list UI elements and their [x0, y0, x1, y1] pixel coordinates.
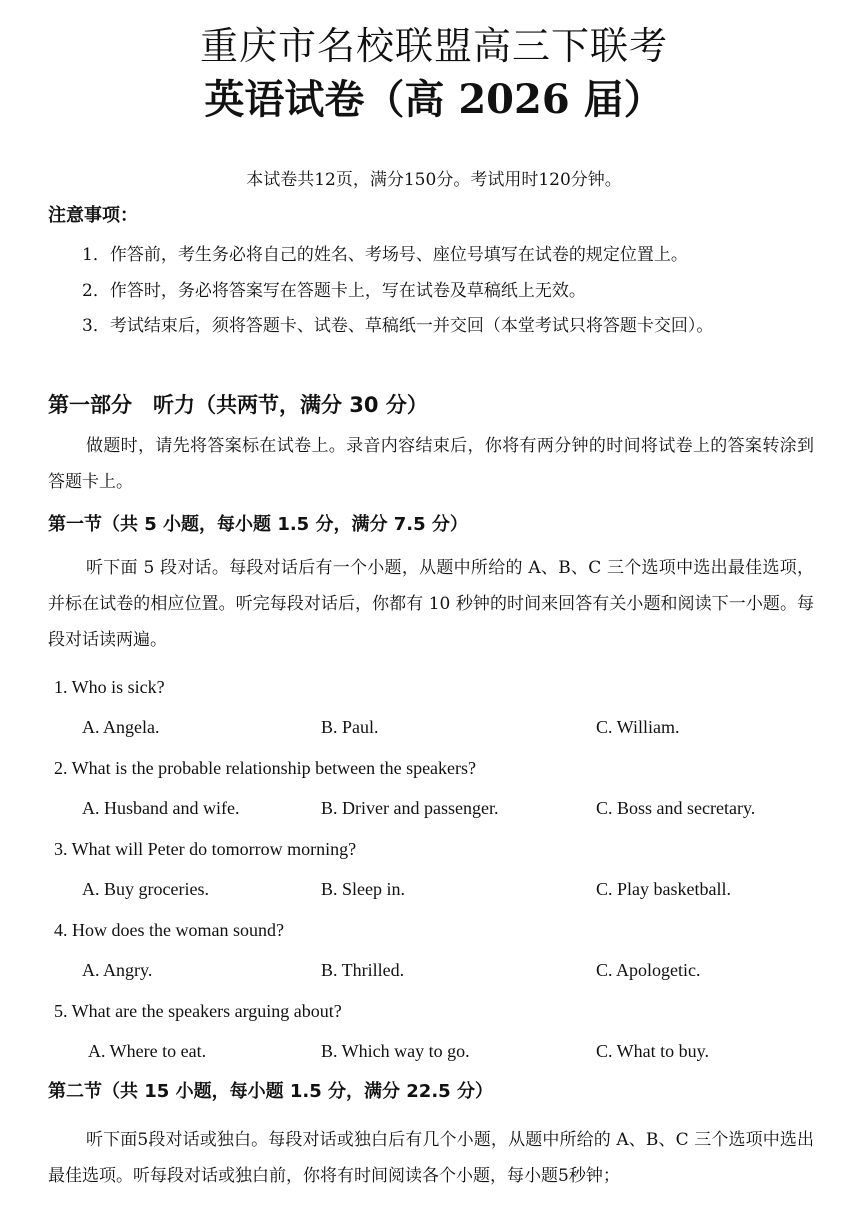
option-c: C. Apologetic. [596, 960, 701, 980]
part1-intro: 做题时，请先将答案标在试卷上。录音内容结束后，你将有两分钟的时间将试卷上的答案转涂到答题卡上。 [48, 436, 814, 492]
option-c: C. Play basketball. [596, 879, 731, 899]
section1-title: 第一节（共 5 小题，每小题 1.5 分，满分 7.5 分） [48, 514, 468, 535]
option-a: A. Angry. [82, 960, 153, 980]
option-b: B. Which way to go. [321, 1041, 470, 1061]
option-b: B. Paul. [321, 717, 379, 737]
question-4: 4. How does the woman sound? [54, 920, 284, 940]
option-b: B. Driver and passenger. [321, 798, 499, 818]
option-a: A. Where to eat. [88, 1041, 207, 1061]
exam-info: 本试卷共12页，满分150分。考试用时120分钟。 [246, 170, 622, 190]
question-5: 5. What are the speakers arguing about? [54, 1001, 342, 1021]
notice-item: 1．作答前，考生务必将自己的姓名、考场号、座位号填写在试卷的规定位置上。 [82, 245, 688, 265]
option-c: C. What to buy. [596, 1041, 709, 1061]
option-c: C. Boss and secretary. [596, 798, 756, 818]
exam-title: 重庆市名校联盟高三下联考 [199, 24, 668, 68]
section2-title: 第二节（共 15 小题，每小题 1.5 分，满分 22.5 分） [48, 1081, 493, 1102]
question-2: 2. What is the probable relationship between the speakers? [54, 758, 477, 778]
question-1: 1. Who is sick? [54, 677, 165, 697]
section2-intro: 听下面5段对话或独白。每段对话或独白后有几个小题，从题中所给的 A、B、C 三个选项中选出最佳选项。听每段对话或独白前，你将有时间阅读各个小题，每小题5秒钟； [48, 1130, 814, 1186]
notice-title: 注意事项： [48, 205, 138, 226]
question-3: 3. What will Peter do tomorrow morning? [54, 839, 357, 859]
exam-subtitle: 英语试卷（高 2026 届） [204, 76, 664, 123]
option-a: A. Buy groceries. [82, 879, 209, 899]
notice-item: 3．考试结束后，须将答题卡、试卷、草稿纸一并交回（本堂考试只将答题卡交回）。 [82, 316, 714, 336]
part1-title: 第一部分 听力（共两节，满分 30 分） [48, 393, 428, 417]
option-b: B. Thrilled. [321, 960, 405, 980]
section1-intro: 听下面 5 段对话。每段对话后有一个小题，从题中所给的 A、B、C 三个选项中选出最佳选项，并标在试卷的相应位置。听完每段对话后，你都有 10 秒钟的时间来回答有关小题和阅读下一小题。每段对话读两遍。 [48, 558, 814, 650]
notice-item: 2．作答时，务必将答案写在答题卡上，写在试卷及草稿纸上无效。 [82, 281, 586, 301]
option-a: A. Husband and wife. [82, 798, 240, 818]
option-b: B. Sleep in. [321, 879, 405, 899]
option-a: A. Angela. [82, 717, 160, 737]
option-c: C. William. [596, 717, 680, 737]
